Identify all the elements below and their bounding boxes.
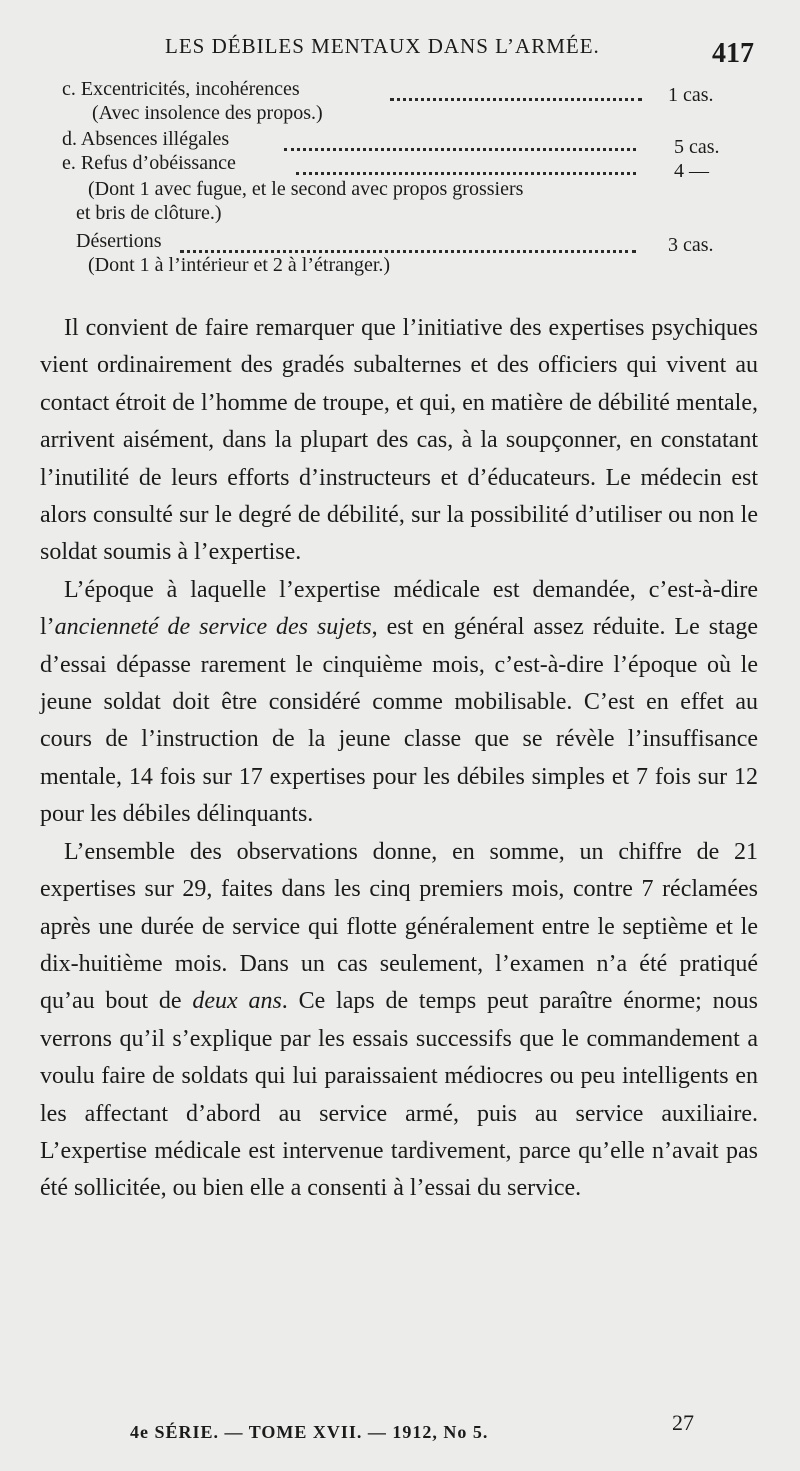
list-count: 4 — <box>674 160 709 182</box>
emphasis: deux ans <box>192 988 282 1015</box>
list-count: 3 cas. <box>668 234 714 256</box>
dot-leader <box>296 170 636 175</box>
list-count: 1 cas. <box>668 84 714 106</box>
signature-mark: 27 <box>672 1410 694 1435</box>
page-footer <box>0 1408 800 1448</box>
paragraph: Il convient de faire remarquer que l’initiative des expertises psychiques vient ordinairement des gradés subalternes et des officiers qui vivent au contact étroit de l’homme de troupe, et qui, en matière de débilité mentale, arrivent aisément, dans la plupart des cas, à la soupçonner, en constatant l’inutilité de leurs efforts d’instructeurs et d’éducateurs. Le médecin est alors consulté sur le degré de débilité, sur la possibilité d’utiliser ou non le soldat soumis à l’expertise. <box>40 315 758 566</box>
emphasis: ancienneté de service des sujets <box>54 614 372 641</box>
list-note: (Dont 1 avec fugue, et le second avec propos grossiers <box>88 178 524 200</box>
series-line: 4e SÉRIE. — TOME XVII. — 1912, No 5. <box>130 1422 489 1442</box>
list-item: c. Excentricités, incohérences <box>62 78 300 100</box>
list-item: e. Refus d’obéissance <box>62 152 236 174</box>
page-number: 417 <box>712 38 754 69</box>
dot-leader <box>180 248 636 253</box>
body-text <box>40 310 758 1208</box>
running-title: LES DÉBILES MENTAUX DANS L’ARMÉE. <box>165 34 600 58</box>
list-count: 5 cas. <box>674 136 720 158</box>
dot-leader <box>390 96 642 101</box>
list-item: d. Absences illégales <box>62 128 230 150</box>
list-note: (Dont 1 à l’intérieur et 2 à l’étranger.) <box>88 254 391 276</box>
list-note: (Avec insolence des propos.) <box>92 102 323 124</box>
list-note: et bris de clôture.) <box>76 202 222 224</box>
paragraph: L’époque à laquelle l’expertise médicale est demandée, c’est-à-dire l’ancienneté de service des sujets, est en général assez réduite. Le stage d’essai dépasse rarement le cinquième mois, c’est-à-dire l’époque où le jeune soldat doit être considéré comme mobilisable. C’est en effet au cours de l’instruction de la jeune classe que se révèle l’insuffisance mentale, 14 fois sur 17 expertises pour les débiles simples et 7 fois sur 12 pour les débiles délinquants. <box>40 576 759 828</box>
dot-leader <box>284 146 636 151</box>
page-header <box>0 30 800 70</box>
list-item: Désertions <box>76 230 162 252</box>
paragraph: L’ensemble des observations donne, en somme, un chiffre de 21 expertises sur 29, faites dans les cinq premiers mois, contre 7 réclamées après une durée de service qui flotte généralement entre le septième et le dix-huitième mois. Dans un cas seulement, l’examen n’a été pratiqué qu’au bout de deux ans. Ce laps de temps peut paraître énorme; nous verrons qu’il s’explique par les essais successifs que le commandement a voulu faire de soldats qui lui paraissaient médiocres ou peu intelligents en les affectant d’abord au service armé, puis au service auxiliaire. L’expertise médicale est intervenue tardivement, parce qu’elle n’avait pas été sollicitée, ou bien elle a consenti à l’essai du service. <box>40 838 758 1202</box>
